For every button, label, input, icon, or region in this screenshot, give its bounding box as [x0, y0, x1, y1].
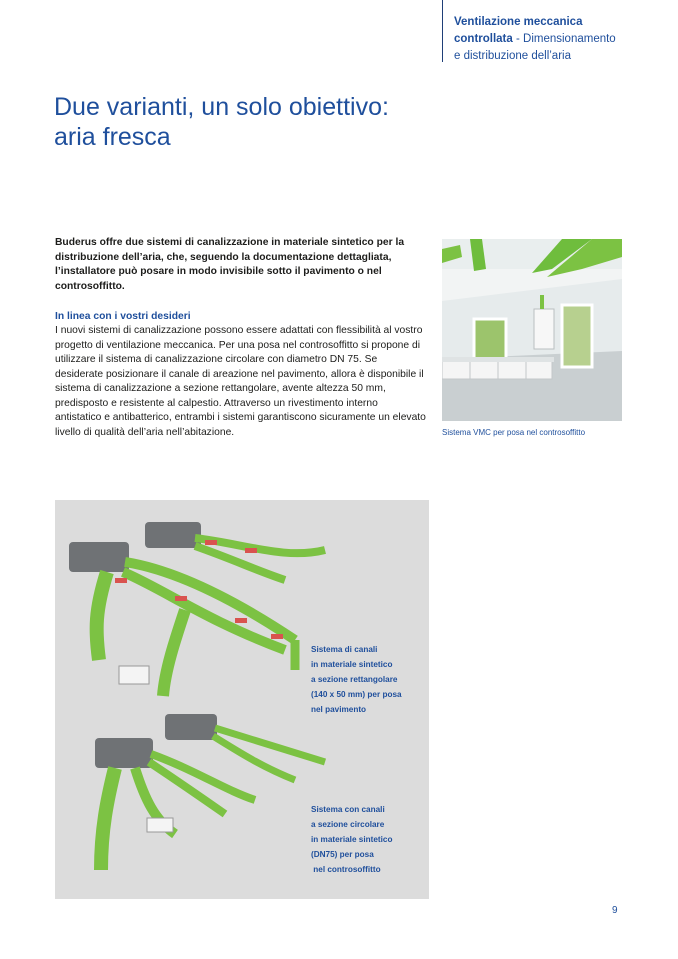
ceiling-caption-line: (DN75) per posa: [311, 850, 374, 859]
duct-systems-diagram: [55, 500, 429, 899]
header-line2-bold: controllata: [454, 33, 513, 45]
subheading: In linea con i vostri desideri: [55, 311, 191, 322]
title-line2: aria fresca: [54, 123, 171, 151]
floor-caption-line: a sezione rettangolare: [311, 675, 398, 684]
ceiling-caption-line: in materiale sintetico: [311, 835, 393, 844]
header-divider: [442, 0, 443, 62]
floor-caption-line: in materiale sintetico: [311, 660, 393, 669]
room-photo: [442, 239, 622, 421]
floor-caption-line: (140 x 50 mm) per posa: [311, 690, 402, 699]
intro-paragraph: Buderus offre due sistemi di canalizzazione in materiale sintetico per la distribuzione dell’aria, che, seguendo la documentazione dettagliata, l’installatore può posare in modo invisibile sotto il pavimento o nel controsoffitto.: [55, 237, 405, 292]
ceiling-caption-line: a sezione circolare: [311, 820, 385, 829]
section-header: [454, 14, 674, 65]
floor-caption-line: nel pavimento: [311, 705, 367, 714]
ceiling-caption-line: Sistema con canali: [311, 805, 385, 814]
body-paragraph: I nuovi sistemi di canalizzazione possono essere adattati con flessibilità al vostro progetto di ventilazione meccanica. Per una posa nel controsoffitto si propone di utilizzare il sistema di canalizzazione circolare con diametro DN 75. Se desiderate posizionare il canale di areazione nel pavimento, allora è disponibile il sistema di canalizzazione a sezione rettangolare, avente altezza 50 mm, predisposto e resistente al calpestio. Attraverso un rivestimento interno antistatico e antibatterico, entrambi i sistemi garantiscono sicuramente un elevato livello di qualità dell’aria nell’abitazione.: [55, 325, 426, 438]
photo-caption: Sistema VMC per posa nel controsoffitto: [442, 428, 586, 437]
header-line2-rest: - Dimensionamento: [512, 33, 616, 45]
ceiling-caption-line: nel controsoffitto: [311, 865, 381, 874]
title-line1: Due varianti, un solo obiettivo:: [54, 93, 389, 121]
room-photo-illustration: [442, 239, 622, 421]
floor-caption-line: Sistema di canali: [311, 645, 378, 654]
page-number: 9: [612, 905, 618, 916]
header-line1: Ventilazione meccanica: [454, 16, 583, 28]
page-title: [54, 92, 474, 152]
header-line3: e distribuzione dell’aria: [454, 50, 571, 62]
ceiling-system-caption: [311, 802, 421, 877]
floor-system-caption: [311, 642, 421, 717]
